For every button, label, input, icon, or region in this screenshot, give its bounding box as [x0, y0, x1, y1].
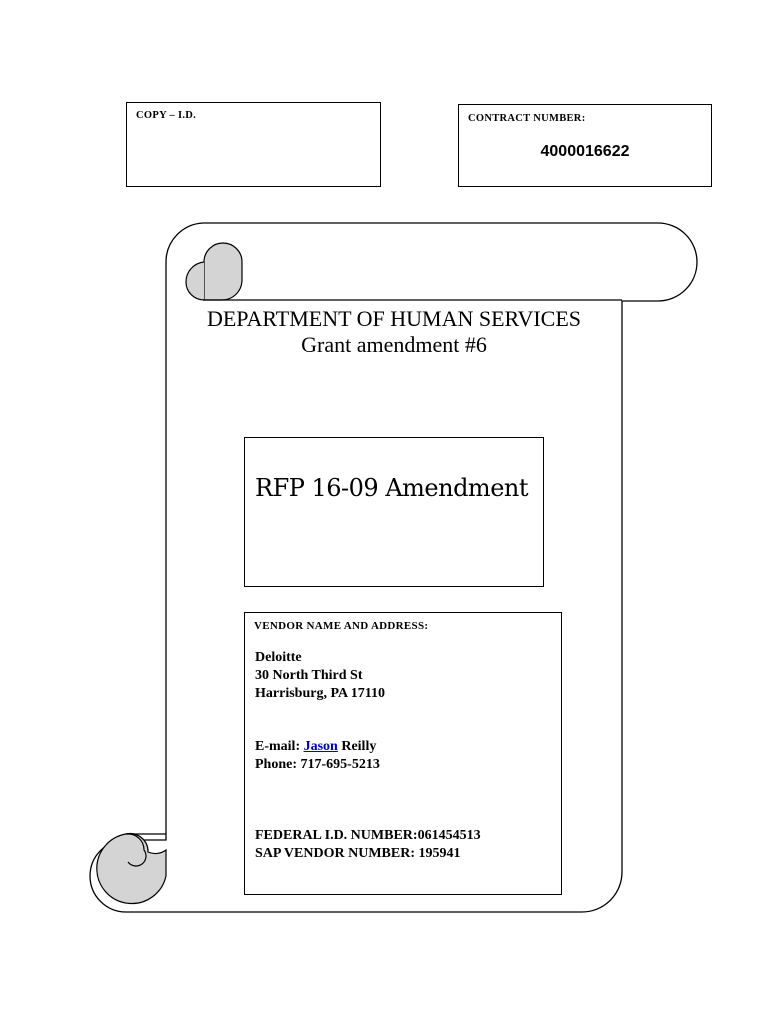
- vendor-box: [244, 612, 562, 895]
- vendor-header: VENDOR NAME AND ADDRESS:: [254, 620, 429, 632]
- top-curl: [204, 243, 242, 300]
- rfp-title: RFP 16-09 Amendment: [255, 474, 528, 502]
- email-link[interactable]: Jason: [303, 739, 338, 754]
- contract-number-value: 4000016622: [540, 143, 630, 160]
- vendor-street: 30 North Third St: [255, 668, 363, 683]
- email-label: E-mail:: [255, 739, 301, 754]
- grant-subtitle: Grant amendment #6: [301, 332, 487, 357]
- copy-id-box: [126, 102, 381, 187]
- vendor-email: [255, 738, 376, 756]
- department-title: DEPARTMENT OF HUMAN SERVICES: [206, 306, 582, 331]
- contract-number-label: CONTRACT NUMBER:: [468, 113, 586, 124]
- sap-vendor-number: SAP VENDOR NUMBER: 195941: [255, 846, 461, 861]
- rfp-title-box: [244, 437, 544, 587]
- vendor-city: Harrisburg, PA 17110: [255, 686, 386, 701]
- vendor-phone: Phone: 717-695-5213: [255, 757, 380, 772]
- email-rest: Reilly: [341, 739, 377, 754]
- copy-id-label: COPY – I.D.: [136, 110, 197, 121]
- contract-number-box: [458, 104, 712, 187]
- federal-id-number: FEDERAL I.D. NUMBER:061454513: [255, 828, 481, 843]
- vendor-name: Deloitte: [255, 650, 302, 665]
